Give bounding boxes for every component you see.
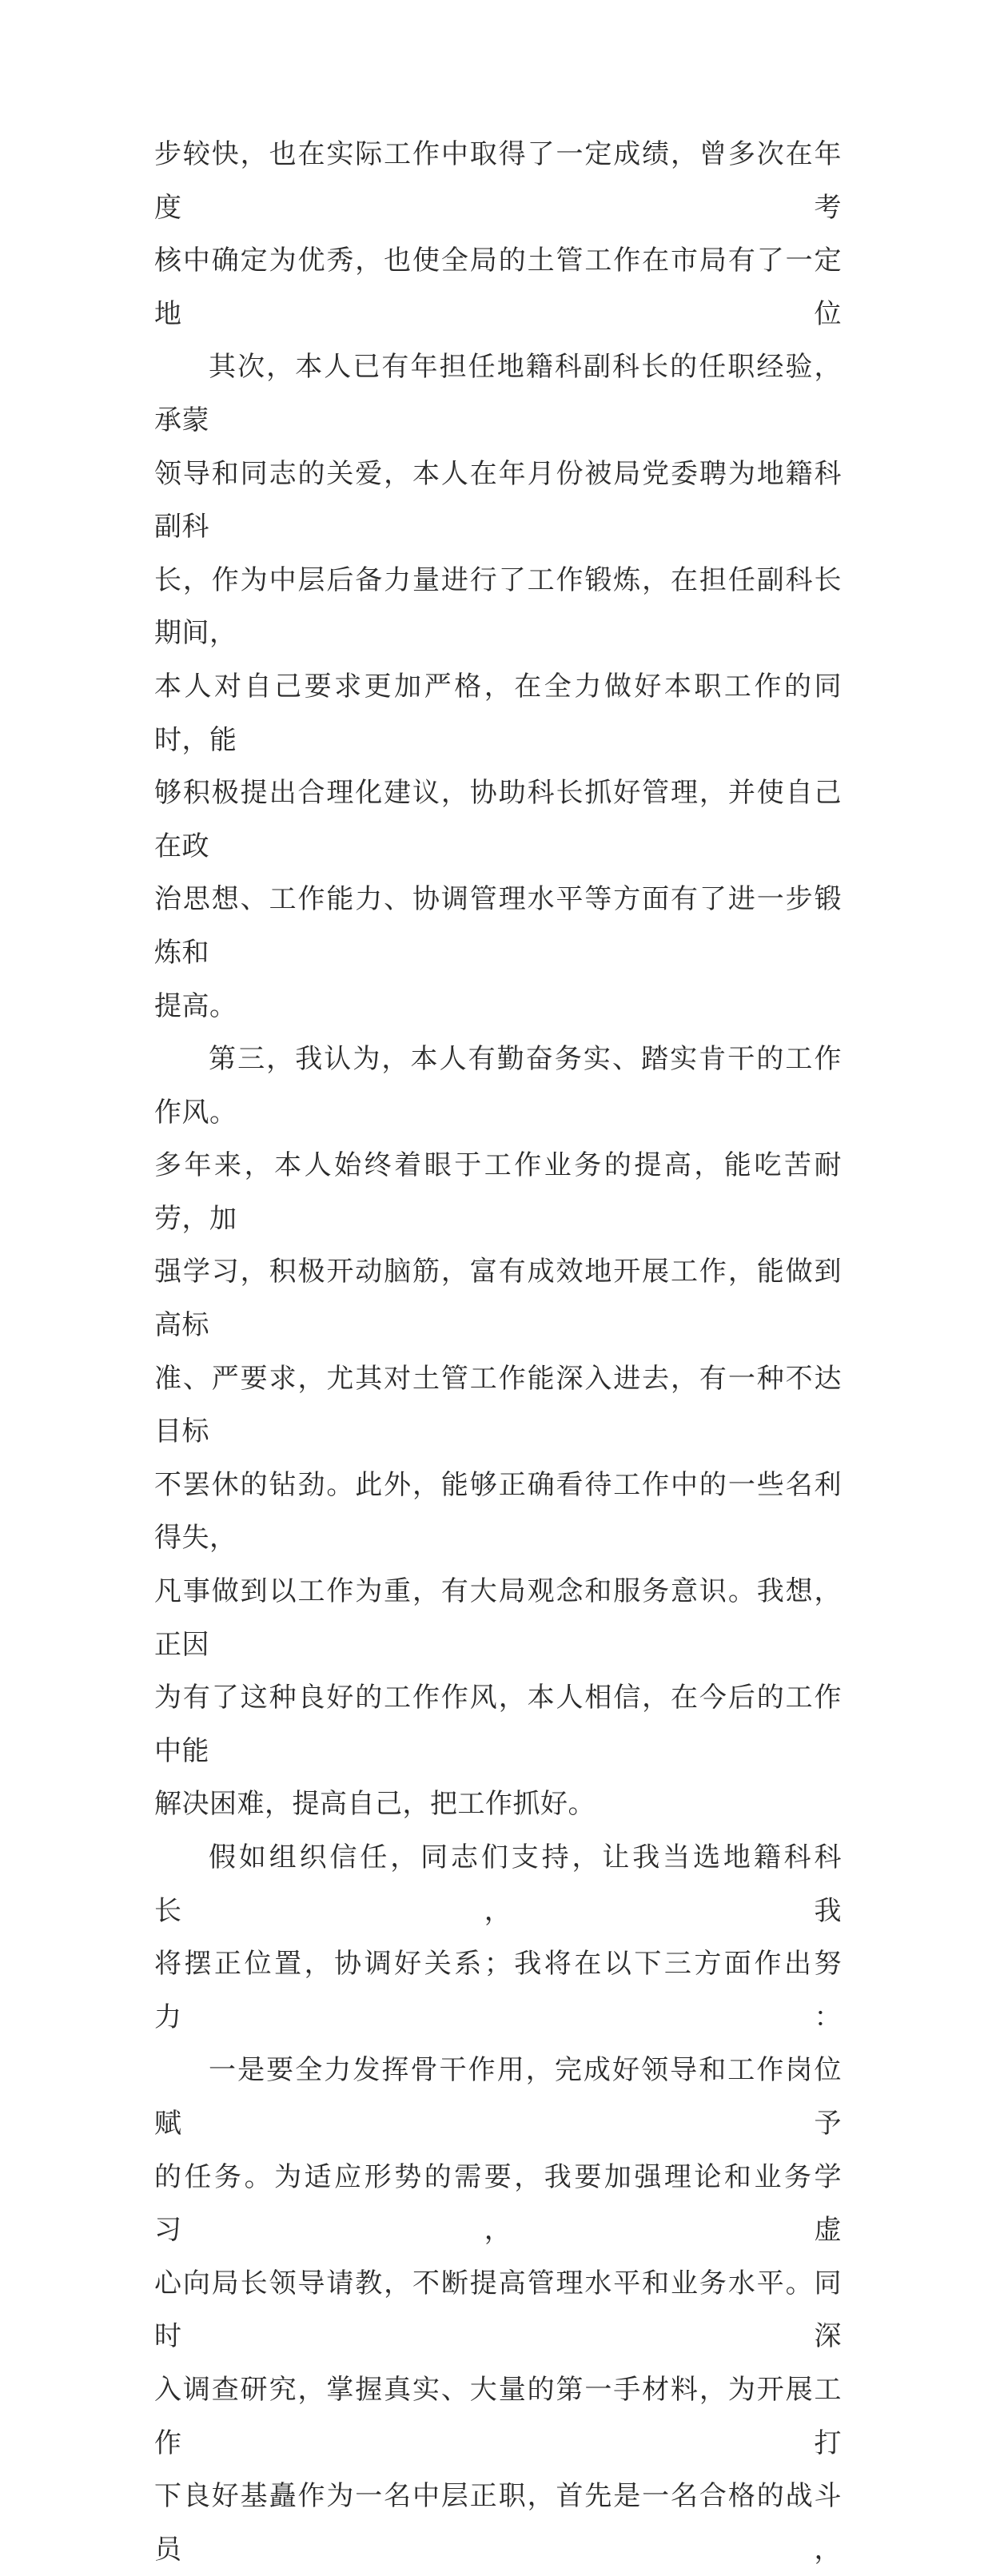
text-line: 凡事做到以工作为重，有大局观念和服务意识。我想，正因 (154, 1575, 842, 1661)
text-line: 为有了这种良好的工作作风，本人相信，在今后的工作中能 (154, 1682, 842, 1767)
paragraph-5 (154, 2044, 842, 2576)
text-line: 一是要全力发挥骨干作用，完成好领导和工作岗位赋予 (154, 2054, 842, 2140)
text-line: 长，作为中层后备力量进行了工作锻炼，在担任副科长期间， (154, 563, 842, 650)
paragraph-3 (154, 1033, 842, 1831)
text-line: 够积极提出合理化建议，协助科长抓好管理，并使自己在政 (154, 777, 842, 862)
text-line: 本人对自己要求更加严格，在全力做好本职工作的同时，能 (154, 670, 842, 756)
text-line: 其次，本人已有年担任地籍科副科长的任职经验，承蒙 (154, 351, 842, 436)
text-line: 强学习，积极开动脑筋，富有成效地开展工作，能做到高标 (154, 1256, 842, 1342)
text-line: 下良好基矗作为一名中层正职，首先是一名合格的战斗员， (154, 2480, 842, 2566)
paragraph-2 (154, 340, 842, 1033)
text-line: 心向局长领导请教，不断提高管理水平和业务水平。同时深 (154, 2267, 842, 2353)
text-line: 步较快，也在实际工作中取得了一定成绩，曾多次在年度考 (154, 138, 842, 224)
text-line: 多年来，本人始终着眼于工作业务的提高，能吃苦耐劳，加 (154, 1149, 842, 1235)
text-line: 入调查研究，掌握真实、大量的第一手材料，为开展工作打 (154, 2373, 842, 2459)
text-line: 的任务。为适应形势的需要，我要加强理论和业务学习，虚 (154, 2160, 842, 2247)
text-line: 将摆正位置，协调好关系；我将在以下三方面作出努力： (154, 1948, 842, 2033)
paragraph-4 (154, 1831, 842, 2044)
document-body (154, 128, 842, 2576)
text-line: 假如组织信任，同志们支持，让我当选地籍科科长，我 (154, 1841, 842, 1927)
text-line: 领导和同志的关爱，本人在年月份被局党委聘为地籍科副科 (154, 457, 842, 543)
text-line: 准、严要求，尤其对土管工作能深入进去，有一种不达目标 (154, 1362, 842, 1448)
text-line: 解决困难，提高自己，把工作抓好。 (154, 1788, 596, 1821)
text-line: 核中确定为优秀，也使全局的土管工作在市局有了一定地位 (154, 245, 842, 330)
text-line: 提高。 (154, 989, 237, 1022)
text-line: 治思想、工作能力、协调管理水平等方面有了进一步锻炼和 (154, 883, 842, 969)
paragraph-1 (154, 128, 842, 340)
text-line: 第三，我认为，本人有勤奋务实、踏实肯干的工作作风。 (154, 1043, 842, 1129)
text-line: 不罢休的钻劲。此外，能够正确看待工作中的一些名利得失， (154, 1468, 842, 1555)
